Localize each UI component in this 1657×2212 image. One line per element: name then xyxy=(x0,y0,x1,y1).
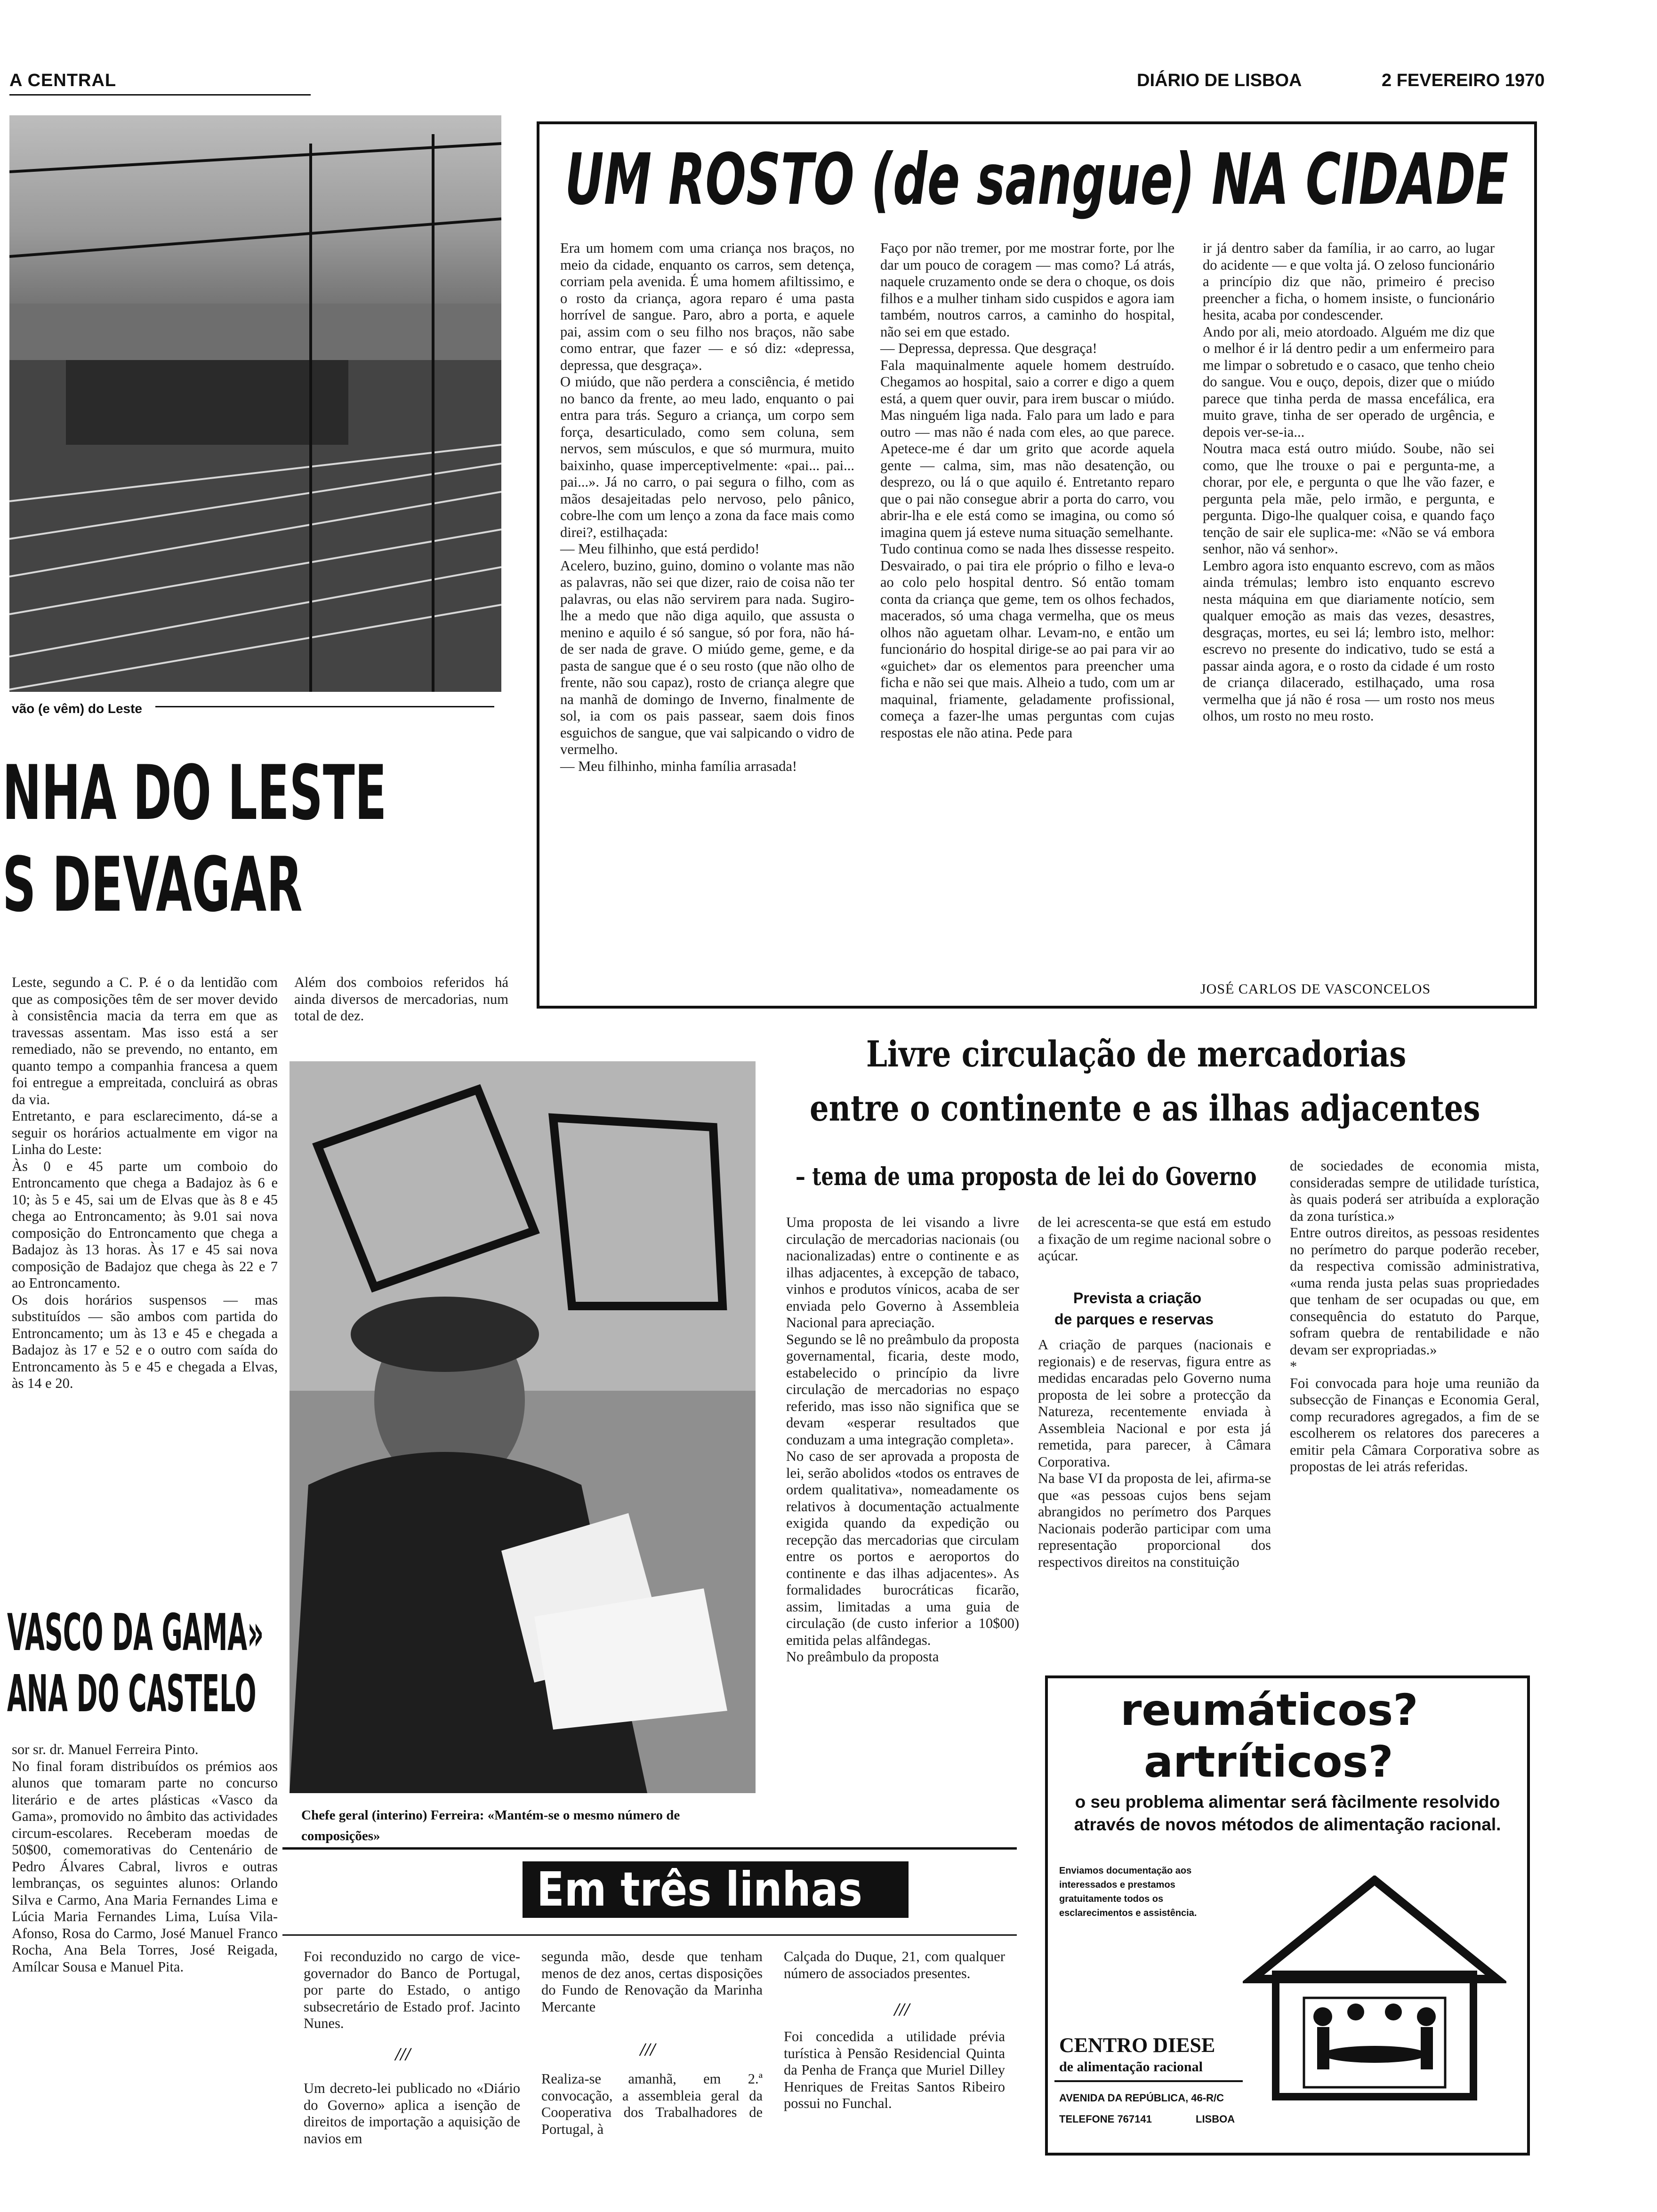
section-label: A CENTRAL xyxy=(9,71,117,90)
vasco-headline-1: VASCO DA GAMA» xyxy=(7,1603,264,1662)
tres-under-rule xyxy=(282,1934,1017,1936)
caption-rule xyxy=(155,706,494,707)
livre-subhead-1: Prevista a criação xyxy=(1073,1290,1202,1306)
ad-small-text: Enviamos documentação aos interessados e prestamos gratuitamente todos os esclarecimentos e assistência. xyxy=(1059,1866,1197,1918)
livre-title-2: entre o continente e as ilhas adjacentes xyxy=(810,1087,1480,1129)
ad-headline-1: reumáticos? xyxy=(1120,1685,1418,1735)
railway-photo xyxy=(9,115,501,692)
livre-col2-top: de lei acrescenta-se que está em estudo a fixação de um regime nacional sobre o açúcar. xyxy=(1038,1214,1271,1264)
rosto-author: JOSÉ CARLOS DE VASCONCELOS xyxy=(1200,981,1431,997)
house-illustration xyxy=(1243,1875,1506,2101)
tres-col3b: Foi concedida a utilidade prévia turística à Pensão Residencial Quinta da Penha de França que Muriel Dilley Henriques de Freitas Santos Ribeiro possui no Funchal. xyxy=(784,2028,1005,2111)
rosto-title: UM ROSTO (de sangue) NA CIDADE xyxy=(565,139,1509,221)
tres-col2: segunda mão, desde que tenham menos de dez anos, certas disposições do Fundo de Renovação da Marinha Mercante xyxy=(541,1948,763,2015)
leste-headline-1: NHA DO LESTE xyxy=(2,749,387,837)
tres-col3: Calçada do Duque, 21, com qualquer número de associados presentes. xyxy=(784,1948,1005,1981)
rosto-col2: Faço por não tremer, por me mostrar forte, por lhe dar um pouco de coragem — mas como? Lá atrás, naquele cruzamento onde se dera o choque, os dois filhos e a mulher tinham sido cuspidos e agora iam também, noutros carros, a caminho do hospital, não sei em que estado. — Depressa, depressa. Que desgraça! Fala maquinalmente aquele homem destruído. Chegamos ao hospital, saio a correr e digo a quem está, a quem quer ouvir, para irem buscar o miúdo. Mas ninguém liga nada. Falo para um lado e para outro — mas não é nada com eles, ao que parece. Apetece-me é dar um grito que acorde aquela gente — calma, sim, mas não desatenção, ou desprezo, ou lá o que aquilo é. Entretanto reparo que o pai não consegue abrir a porta do carro, vou abrir-lha e ele está como se imagina, ou como só imagina quem já esteve numa situação semelhante. Tudo continua como se nada lhes dissesse respeito. Desvairado, o pai tira ele próprio o filho e leva-o ao colo pelo hospital dentro. Só então tomam conta da criança que geme, tem os olhos fechados, macerados, só uma chaga vermelha, que os meus olhos não aguetam olhar. Levam-no, e então um funcionário do hospital dirige-se ao pai para vir ao «guichet» dar os elementos para preencher uma ficha e não sei que mais. Alheio a tudo, com um ar maquinal, friamente, geladamente profissional, começa a fazer-lhe umas perguntas com cujas respostas ele não atina. Pede para xyxy=(880,240,1174,741)
livre-subtitle: – tema de uma proposta de lei do Governo xyxy=(796,1162,1257,1191)
livre-col3: de sociedades de economia mista, consideradas sempre de utilidade turística, às quais poderá ser atribuída a exploração da zona turística.» Entre outros direitos, as pessoas residentes no perímetro do parque poderão receber, da respectiva comissão administrativa, «uma renda justa pelas suas propriedades que tenham de ser ocupadas ou que, em consequência do estatuto do Parque, sofram quebra de rentabilidade e não devam ser expropriadas.» * Foi convocada para hoje uma reunião da subsecção de Finanças e Economia Geral, comp recuradores agregados, a fim de se escolherem os relatores dos pareceres a emitir pela Câmara Corporativa sobre as propostas de lei atrás referidas. xyxy=(1290,1158,1539,1475)
rosto-col3: ir já dentro saber da família, ir ao carro, ao lugar do acidente — e que volta já. O zeloso funcionário a princípio diz que não, primeiro é preciso preencher a ficha, o homem insiste, o funcionário hesita, acaba por condescender. Ando por ali, meio atordoado. Alguém me diz que o melhor é ir lá dentro pedir a um enfermeiro para me limpar o sobretudo e o casaco, que tenho cheio do sangue. Vou e ouço, depois, dizer que o miúdo parece que tinha perda de massa encefálica, era muito grave, tinha de ser operado de urgência, e depois ver-se-ia... Noutra maca está outro miúdo. Soube, não sei como, que lhe trouxe o pai e pergunta-me, a chorar, por ele, e pergunta o que lhe vão fazer, e pergunta pela mãe, pelo irmão, e pergunta, e pergunta. Digo-lhe qualquer coisa, e quando faço tenção de sair ele suplica-me: «Não se vá embora senhor, não vá senhor». Lembro agora isto enquanto escrevo, com as mãos ainda trémulas; lembro isto enquanto escrevo nesta máquina em que diariamente notício, sem qualquer emoção as mais das vezes, desastres, desgraças, mortes, eu sei lá; lembro isto, melhor: escrevo no presente do indicativo, tudo se está a passar ainda agora, e o rosto da cidade é um rosto de criança dilacerado, estilhaçado, uma rosa vermelha que já não é rosa — um rosto nos meus olhos, um rosto no meu rosto. xyxy=(1203,240,1495,724)
issue-date: 2 FEVEREIRO 1970 xyxy=(1382,71,1545,90)
vasco-article: sor sr. dr. Manuel Ferreira Pinto. No final foram distribuídos os prémios aos alunos que tomaram parte no concurso literário e de artes plásticas «Vasco da Gama», promovido no âmbito das actividades circum-escolares. Receberam moedas de 50$00, comemorativas do Centenário de Pedro Álvares Cabral, livros e outras lembranças, os seguintes alunos: Orlando Silva e Carmo, Ana Maria Fernandes Lima e Lúcia Maria Fernandes Lima, Luísa Vila-Afonso, Rosa do Carmo, José Manuel Franco Rocha, Ana Bela Torres, José Reigada, Amílcar Sousa e Manuel Pita. xyxy=(12,1741,278,1975)
tres-sep-1: /// xyxy=(395,2045,411,2063)
rosto-col1: Era um homem com uma criança nos braços, no meio da cidade, enquanto os carros, sem detença, corriam pela avenida. É uma homem afiltissimo, e o rosto da criança, agora reparo é uma pasta horrível de sangue. Paro, abro a porta, e aquele pai, assim com o seu filho nos braços, não sabe como entrar, que fazer — e só diz: «depressa, depressa, que desgraça». O miúdo, que não perdera a consciência, é metido no banco da frente, ao meu lado, enquanto o pai entra para trás. Seguro a criança, um corpo sem força, desarticulado, como sem coluna, sem nervos, sem músculos, e que só murmura, muito baixinho, quase imperceptivelmente: «pai... pai... pai...». Já no carro, o pai segura o filho, com as mãos desajeitadas pelo nervoso, pelo pânico, cobre-lhe com um lenço a zona da face mais como direi?, estilhaçada: — Meu filhinho, que está perdido! Acelero, buzino, guino, domino o volante mas não as palavras, não sei que dizer, raio de coisa não ter palavras, ou elas não servirem para nada. Sugiro-lhe a medo que não diga aquilo, que assusta o menino e aquilo é só sangue, só por fora, não há-de ser nada de grave. O miúdo geme, geme, e da pasta de sangue que é o seu rosto (que não olho de frente, não sou capaz), rosto de criança alegre que na manhã de domingo de Inverno, finalmente de sol, ia com os pais passear, saem dois finos esguichos de sangue, que vai salpicando o vidro de vermelho. — Meu filhinho, minha família arrasada! xyxy=(560,240,854,774)
vasco-headline-2: ANA DO CASTELO xyxy=(7,1665,257,1723)
chefe-photo xyxy=(290,1061,756,1793)
leste-article-col2: Além dos comboios referidos há ainda diversos de mercadorias, num total de dez. xyxy=(294,974,508,1024)
newspaper-name: DIÁRIO DE LISBOA xyxy=(1137,71,1302,90)
livre-subhead-2: de parques e reservas xyxy=(1054,1311,1214,1328)
leste-headline-2: S DEVAGAR xyxy=(2,841,303,929)
header-rule-left xyxy=(9,94,311,96)
ad-city: LISBOA xyxy=(1196,2113,1235,2125)
leste-article-col1: Leste, segundo a C. P. é o da lentidão com que as composições têm de ser mover devido à consistência macia da terra em que as travessas assentam. Mas isso está a ser remediado, não se prevendo, no entanto, em quanto tempo a companhia francesa a quem foi entregue a empreitada, concluirá as obras da via. Entretanto, e para esclarecimento, dá-se a seguir os horários actualmente em vigor na Linha do Leste: Às 0 e 45 parte um comboio do Entroncamento que chega a Badajoz às 6 e 10; às 5 e 45, sai um de Elvas que às 8 e 45 chega ao Entroncamento; às 9.01 sai nova composição do Entroncamento que chega a Badajoz às 13 horas. Às 17 e 45 sai nova composição de Badajoz que chega às 22 e 7 ao Entroncamento. Os dois horários suspensos — mas substituídos — são ambos com partida do Entroncamento; um às 13 e 45 e chegada a Badajoz às 17 e 52 e o outro com saída do Entroncamento às 5 e 45 e chegada a Elvas, às 14 e 20. xyxy=(12,974,278,1391)
tres-col1: Foi reconduzido no cargo de vice-governador do Banco de Portugal, por parte do Estado, o antigo subsecretário de Estado prof. Jacinto Nunes. xyxy=(304,1948,520,2031)
ad-headline-2: artríticos? xyxy=(1144,1737,1393,1787)
ad-rule xyxy=(1054,2080,1243,2082)
livre-col1: Uma proposta de lei visando a livre circulação de mercadorias nacionais (ou nacionalizadas) entre o continente e as ilhas adjacentes, à excepção de tabaco, vinhos e produtos vínicos, acaba de ser enviada pelo Governo à Assembleia Nacional para apreciação. Segundo se lê no preâmbulo da proposta governamental, ficaria, deste modo, estabelecido o princípio da livre circulação de mercadorias no espaço referido, mas isso não significa que se devam «esperar resultados que conduzam a uma integração completa». No caso de ser aprovada a proposta de lei, serão abolidos «todos os entraves de ordem qualitativa», nomeadamente os relativos à documentação actualmente exigida quando da expedição ou recepção das mercadorias que circulam entre os portos e aeroportos do continente e das ilhas adjacentes». As formalidades burocráticas ficarão, assim, limitadas a uma guia de circulação (de custo inferior a 10$00) emitida pelas alfândegas. No preâmbulo da proposta xyxy=(786,1214,1019,1665)
ad-phone: TELEFONE 767141 xyxy=(1059,2113,1152,2125)
tres-col2b: Realiza-se amanhã, em 2.ª convocação, a assembleia geral da Cooperativa dos Trabalhadores de Portugal, à xyxy=(541,2071,763,2137)
tres-title: Em três linhas xyxy=(537,1862,862,1917)
ad-body: o seu problema alimentar será fàcilmente resolvido através de novos métodos de alimentação racional. xyxy=(1074,1792,1501,1834)
ad-brand-sub: de alimentação racional xyxy=(1059,2059,1203,2075)
tres-sep-2: /// xyxy=(640,2040,656,2058)
livre-title-1: Livre circulação de mercadorias xyxy=(866,1033,1407,1075)
ad-brand: CENTRO DIESE xyxy=(1059,2034,1215,2057)
tres-col1b: Um decreto-lei publicado no «Diário do Governo» aplica a isenção de direitos de importação a aquisição de navios em xyxy=(304,2080,520,2147)
tres-top-rule xyxy=(282,1847,1017,1850)
railway-photo-caption: vão (e vêm) do Leste xyxy=(12,701,142,716)
tres-sep-3: /// xyxy=(894,2000,910,2018)
chefe-photo-caption: Chefe geral (interino) Ferreira: «Mantém-se o mesmo número de composições» xyxy=(301,1808,680,1843)
livre-col2: A criação de parques (nacionais e regionais) e de reservas, figura entre as medidas encaradas pelo Governo numa proposta de lei sobre a protecção da Natureza, recentemente enviada à Assembleia Nacional e por esta já remetida, para parecer, à Câmara Corporativa. Na base VI da proposta de lei, afirma-se que «as pessoas cujos bens sejam abrangidos no perímetro dos Parques Nacionais poderão participar com uma representação proporcional dos respectivos direitos na constituição xyxy=(1038,1337,1271,1570)
ad-address: AVENIDA DA REPÚBLICA, 46-R/C xyxy=(1059,2092,1224,2104)
